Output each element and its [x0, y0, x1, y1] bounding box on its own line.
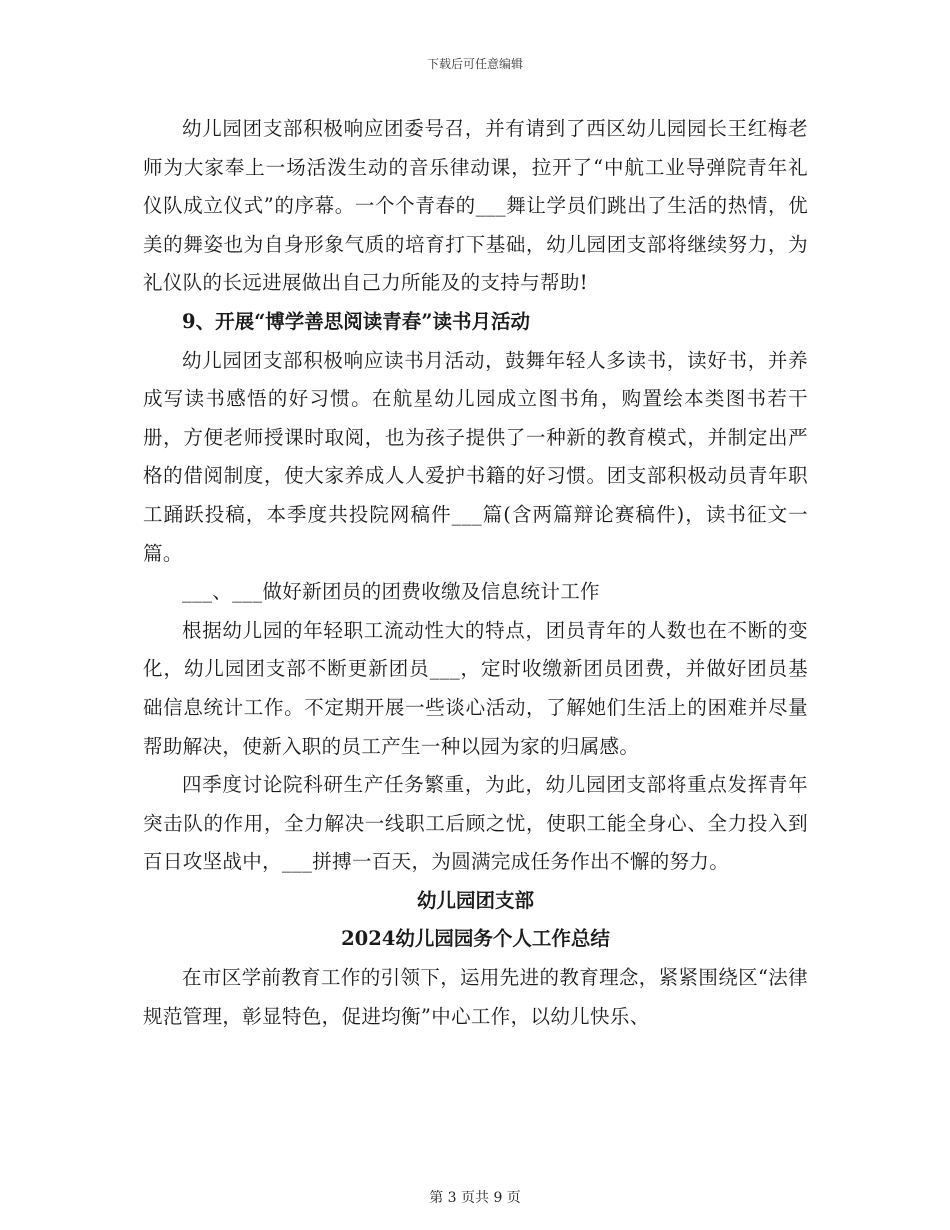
page-header: 下载后可任意编辑 — [426, 57, 523, 71]
paragraph-q4-work: 四季度讨论院科研生产任务繁重，为此，幼儿园团支部将重点发挥青年突击队的作用，全力解决一线职工后顾之忧，使职工能全身心、全力投入到百日攻坚战中，___拼搏一百天，为圆满完成任务作出不懈的努力。 — [143, 773, 808, 874]
document-body — [143, 110, 808, 1036]
section-heading-membership-fees: ___、___做好新团员的团费收缴及信息统计工作 — [182, 580, 600, 604]
paragraph-membership-fees: 根据幼儿园的年轻职工流动性大的特点，团员青年的人数也在不断的变化，幼儿园团支部不断更新团员___，定时收缴新团员团费，并做好团员基础信息统计工作。不定期开展一些谈心活动，了解她们生活上的困难并尽量帮助解决，使新入职的员工产生一种以园为家的归属感。 — [143, 618, 808, 758]
section-heading-reading-month: 9、开展“博学善思阅读青春”读书月活动 — [182, 309, 531, 333]
paragraph-summary-intro: 在市区学前教育工作的引领下，运用先进的教育理念，紧紧围绕区“法律规范管理，彰显特色，促进均衡”中心工作，以幼儿快乐、 — [143, 966, 808, 1028]
document-title: 2024幼儿园园务个人工作总结 — [341, 927, 610, 951]
signature-line: 幼儿园团支部 — [416, 888, 534, 912]
page-footer: 第 3 页共 9 页 — [429, 1190, 521, 1206]
paragraph-etiquette-team: 幼儿园团支部积极响应团委号召，并有请到了西区幼儿园园长王红梅老师为大家奉上一场活泼生动的音乐律动课，拉开了“中航工业导弹院青年礼仪队成立仪式”的序幕。一个个青春的___舞让学员们跳出了生活的热情，优美的舞姿也为自身形象气质的培育打下基础，幼儿园团支部将继续努力，为礼仪队的长远进展做出自己力所能及的支持与帮助! — [143, 117, 808, 295]
paragraph-reading-month: 幼儿园团支部积极响应读书月活动，鼓舞年轻人多读书，读好书，并养成写读书感悟的好习惯。在航星幼儿园成立图书角，购置绘本类图书若干册，方便老师授课时取阅，也为孩子提供了一种新的教育模式，并制定出严格的借阅制度，使大家养成人人爱护书籍的好习惯。团支部积极动员青年职工踊跃投稿，本季度共投院网稿件___篇(含两篇辩论赛稿件)，读书征文一篇。 — [143, 348, 808, 565]
